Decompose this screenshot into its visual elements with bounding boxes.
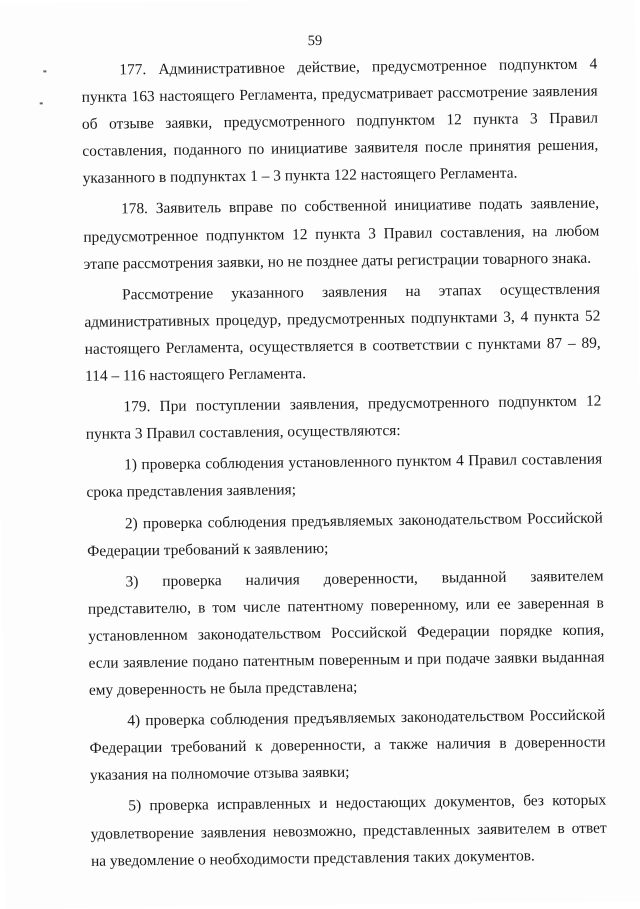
paragraph-177: 177. Административное действие, предусмотренное подпунктом 4 пункта 163 настоящего Регламента, предусматривает рассмотрение заявления об отзыве заявки, предусмотренного подпунктом 12 пункта 3 Правил составления, поданного по инициативе заявителя после принятия решения, указанного в подпунктах 1 – 3 пункта 122 настоящего Регламента.	[81, 55, 599, 188]
list-item-4: 4) проверка соблюдения предъявляемых законодательством Российской Федерации требований к доверенности, а также наличия в доверенности указания на полномочие отзыва заявки;	[89, 706, 606, 785]
scan-artifact	[40, 102, 43, 104]
list-item-5: 5) проверка исправленных и недостающих документов, без которых удовлетворение заявления невозможно, представленных заявителем в ответ на уведомление о необходимости представления таких документов.	[90, 791, 607, 870]
list-item-1: 1) проверка соблюдения установленного пунктом 4 Правил составления срока представления заявления;	[86, 450, 603, 502]
paragraph-178-continuation: Рассмотрение указанного заявления на этапах осуществления административных процедур, предусмотренных подпунктами 3, 4 пункта 52 настоящего Регламента, осуществляется в соответствии с пунктами 87 – 89, 114 – 116 настоящего Регламента.	[84, 280, 601, 385]
paragraph-179: 179. При поступлении заявления, предусмотренного подпунктом 12 пункта 3 Правил составления, осуществляются:	[85, 392, 602, 444]
document-body	[81, 51, 607, 875]
scan-artifact	[43, 70, 46, 72]
list-item-2: 2) проверка соблюдения предъявляемых законодательством Российской Федерации требований к заявлению;	[87, 509, 603, 560]
page-number: 59	[307, 32, 323, 50]
list-item-3: 3) проверка наличия доверенности, выданной заявителем представителю, в том числе патентному поверенному, или ее заверенная в установленном законодательством Российской Федерации порядке копия, если заявление подано патентным поверенным и при подаче заявки выданная ему доверенность не была представлена;	[87, 567, 605, 699]
paragraph-178: 178. Заявитель вправе по собственной инициативе подать заявление, предусмотренное подпунктом 12 пункта 3 Правил составления, на любом этапе рассмотрения заявки, но не позднее даты регистрации товарного знака.	[83, 195, 600, 273]
